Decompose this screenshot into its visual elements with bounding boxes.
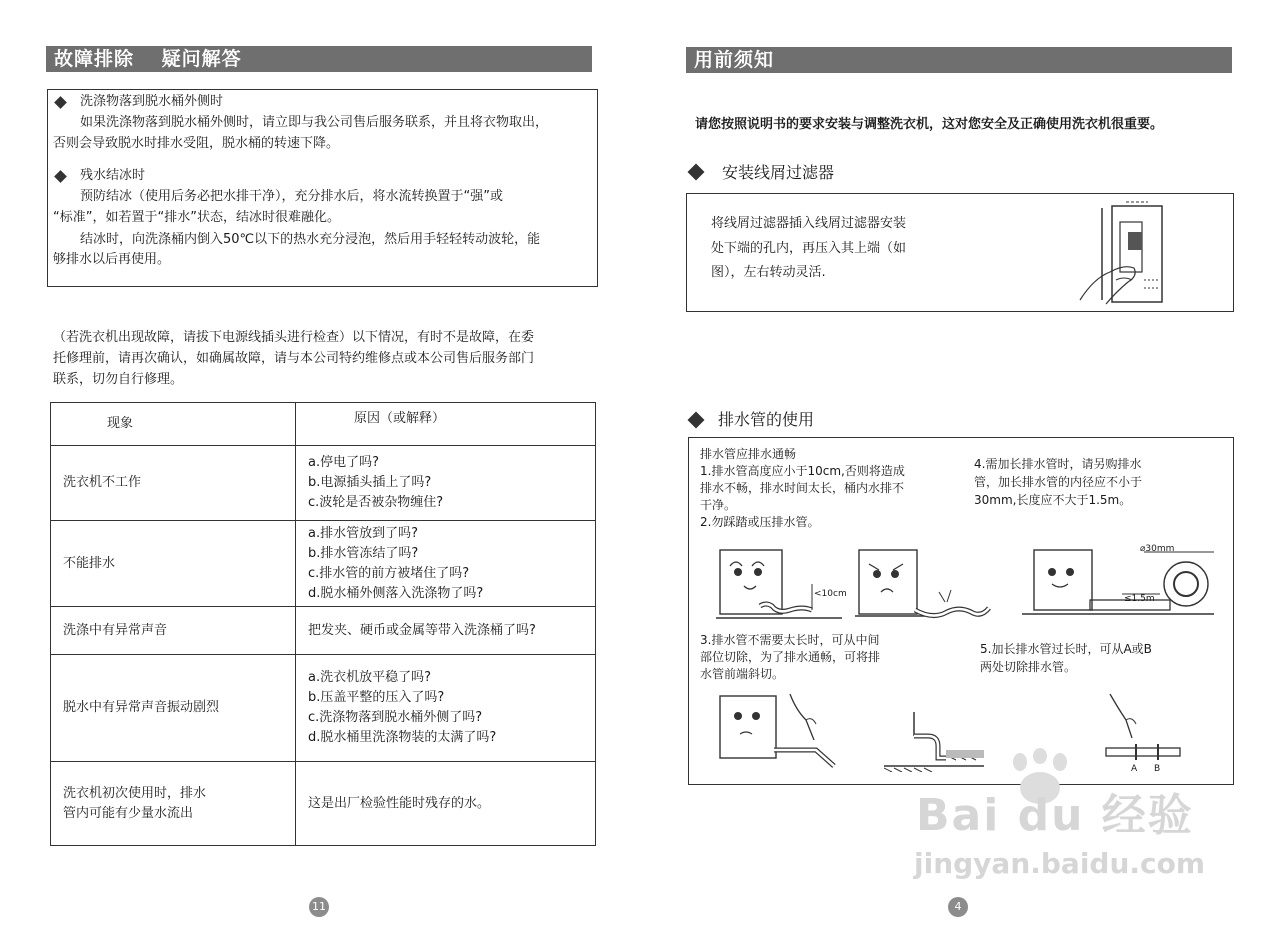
slant-cut-illustration	[884, 712, 984, 772]
cause-cell	[296, 521, 596, 607]
table-row	[51, 607, 596, 655]
note-2-line-4: 够排水以后再使用。	[53, 252, 171, 267]
extend-line-1: 5.加长排水管过长时，可从A或B	[980, 642, 1152, 656]
cause-cell	[296, 762, 596, 846]
drain-left-line-3: 排水不畅，排水时间太长，桶内水排不	[700, 481, 905, 495]
watermark-url: jingyan.baidu.com	[914, 847, 1206, 880]
drain-left-line-1: 排水管应排水通畅	[700, 447, 797, 461]
filter-section-bullet	[688, 164, 705, 181]
symptom-line: 管内可能有少量水流出	[63, 805, 194, 821]
filter-line-1: 将线屑过滤器插入线屑过滤器安装	[711, 216, 907, 231]
header-cause: 原因（或解释）	[296, 403, 596, 446]
right-section-header: 用前须知	[686, 47, 1232, 73]
left-page-number: 11	[309, 897, 329, 917]
cause-line: b.排水管冻结了吗?	[308, 545, 419, 561]
filter-line-3: 图），左右转动灵活.	[711, 265, 826, 280]
filter-section-title: 安装线屑过滤器	[722, 163, 835, 182]
drain-left-line-4: 干净。	[700, 498, 737, 512]
cause-cell	[296, 655, 596, 762]
symptom-cell: 脱水中有异常声音振动剧烈	[51, 655, 296, 762]
cause-cell	[296, 607, 596, 655]
drain-section-bullet	[688, 412, 705, 429]
intro-line-1: （若洗衣机出现故障，请拔下电源线插头进行检查）以下情况，有时不是故障，在委	[53, 330, 535, 345]
cut-line-1: 3.排水管不需要太长时，可从中间	[700, 633, 880, 647]
drain-right-line-1: 4.需加长排水管时，请另购排水	[974, 457, 1142, 471]
drain-left-line-5: 2.勿踩踏或压排水管。	[700, 515, 820, 529]
drain-section-title: 排水管的使用	[718, 410, 815, 429]
table-row	[51, 762, 596, 846]
drain-right-line-2: 管，加长排水管的内径应不小于	[974, 475, 1143, 489]
cause-line: b.压盖平整的压入了吗?	[308, 690, 445, 705]
extend-line-2: 两处切除排水管。	[980, 660, 1077, 674]
table-row	[51, 655, 596, 762]
label-10cm: <10cm	[814, 589, 847, 599]
header-symptom: 现象	[51, 403, 296, 446]
extend-hose-illustration	[1018, 544, 1218, 624]
filter-install-illustration	[1076, 200, 1172, 308]
intro-line-3: 联系，切勿自行修理。	[53, 372, 184, 387]
cut-line-3: 水管前端斜切。	[700, 667, 785, 681]
drain-right-line-3: 30mm,长度应不大于1.5m。	[974, 493, 1132, 507]
note-1-line-1: 如果洗涤物落到脱水桶外侧时，请立即与我公司售后服务联系，并且将衣物取出，	[80, 115, 549, 130]
drain-height-illustration	[716, 544, 842, 628]
cause-line: c.波轮是否被杂物缠住?	[308, 495, 444, 510]
cause-line: a.洗衣机放平稳了吗?	[308, 670, 431, 685]
ab-cut-illustration	[1096, 690, 1186, 766]
label-b: B	[1154, 764, 1161, 774]
symptom-cell	[51, 762, 296, 846]
cause-line: 这是出厂检验性能时残存的水。	[308, 795, 491, 811]
drain-left-line-2: 1.排水管高度应小于10cm,否则将造成	[700, 464, 905, 478]
cause-line: d.脱水桶外侧落入洗涤物了吗?	[308, 585, 484, 601]
note-1-line-2: 否则会导致脱水时排水受阻，脱水桶的转速下降。	[53, 136, 340, 151]
note-2-line-3: 结冰时，向洗涤桶内倒入50℃以下的热水充分浸泡，然后用手轻轻转动波轮，能	[80, 232, 541, 247]
cause-line: a.排水管放到了吗?	[308, 525, 418, 541]
right-page-number: 4	[948, 897, 968, 917]
troubleshooting-table	[50, 402, 596, 846]
intro-line-2: 托修理前，请再次确认，如确属故障，请与本公司特约维修点或本公司售后服务部门	[53, 351, 535, 366]
hose-cut-illustration	[716, 690, 846, 772]
symptom-line: 洗衣机初次使用时，排水	[63, 785, 207, 801]
note-2-title: 残水结冰时	[80, 168, 146, 183]
cause-line: 把发夹、硬币或金属等带入洗涤桶了吗?	[308, 622, 536, 638]
table-row	[51, 521, 596, 607]
note-2-line-2: “标准”，如若置于“排水”状态，结冰时很难融化。	[53, 210, 340, 225]
table-row	[51, 446, 596, 521]
cause-line: c.排水管的前方被堵住了吗?	[308, 565, 470, 581]
label-a: A	[1131, 764, 1138, 774]
cause-line: a.停电了吗?	[308, 455, 379, 470]
note-1-title: 洗涤物落到脱水桶外侧时	[80, 94, 224, 109]
label-1-5m: ≤1.5m	[1124, 594, 1155, 604]
cause-line: c.洗涤物落到脱水桶外侧了吗?	[308, 710, 483, 725]
watermark-brand: Bai du 经验	[916, 790, 1194, 841]
cause-line: d.脱水桶里洗涤物装的太满了吗?	[308, 730, 497, 745]
note-2-line-1: 预防结冰（使用后务必把水排干净），充分排水后，将水流转换置于“强”或	[80, 189, 503, 204]
symptom-cell: 洗涤中有异常声音	[51, 607, 296, 655]
cut-line-2: 部位切除，为了排水通畅，可将排	[700, 650, 881, 664]
no-step-illustration	[855, 546, 995, 626]
right-intro: 请您按照说明书的要求安装与调整洗衣机，这对您安全及正确使用洗衣机很重要。	[695, 117, 1164, 132]
label-30mm: ⌀30mm	[1140, 544, 1175, 554]
symptom-cell: 洗衣机不工作	[51, 446, 296, 521]
table-header-row	[51, 403, 596, 446]
left-section-header: 故障排除 疑问解答	[46, 46, 592, 72]
cause-line: b.电源插头插上了吗?	[308, 475, 432, 490]
filter-line-2: 处下端的孔内，再压入其上端（如	[711, 241, 907, 256]
symptom-cell: 不能排水	[51, 521, 296, 607]
cause-cell	[296, 446, 596, 521]
